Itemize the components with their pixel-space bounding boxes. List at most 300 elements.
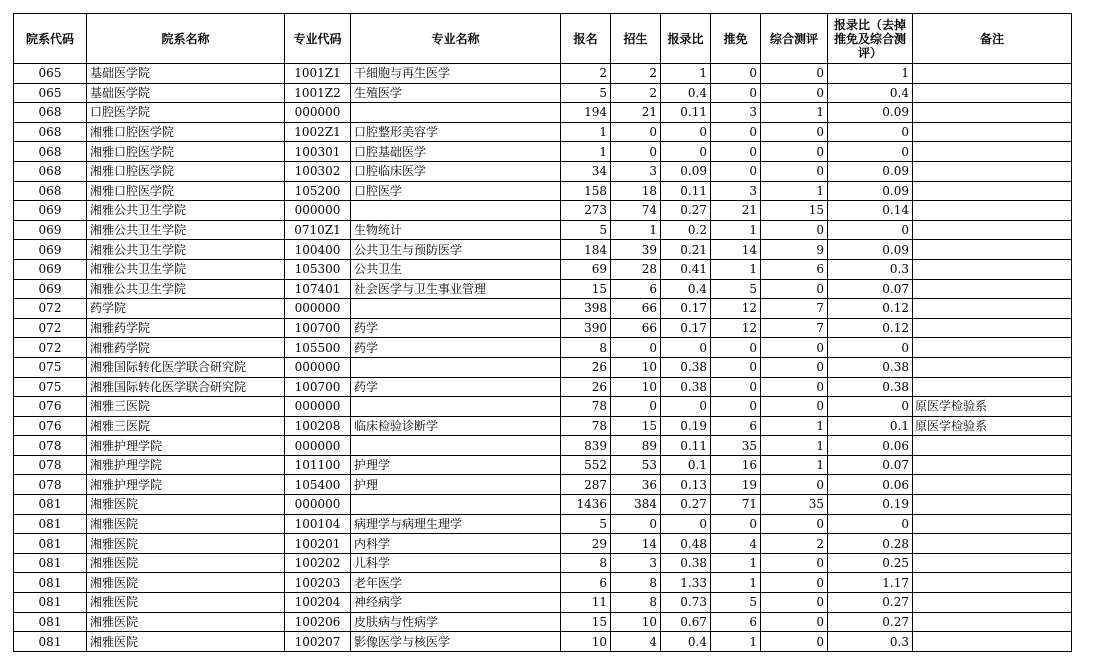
enrolled-cell: 3 xyxy=(611,553,661,573)
major-name-cell: 公共卫生 xyxy=(351,259,561,279)
enrolled-cell: 6 xyxy=(611,279,661,299)
enrolled-cell: 39 xyxy=(611,240,661,260)
major-code-cell: 1001Z1 xyxy=(285,64,351,84)
dept-code-cell: 068 xyxy=(14,181,87,201)
applicants-cell: 184 xyxy=(561,240,611,260)
enrolled-cell: 0 xyxy=(611,514,661,534)
adjusted-ratio-cell: 0.06 xyxy=(828,436,913,456)
adjusted-ratio-cell: 0.14 xyxy=(828,201,913,221)
enrolled-cell: 74 xyxy=(611,201,661,221)
applicants-cell: 15 xyxy=(561,612,611,632)
major-name-cell: 护理 xyxy=(351,475,561,495)
dept-code-cell: 081 xyxy=(14,534,87,554)
table-row xyxy=(14,632,1072,652)
remarks-cell xyxy=(913,495,1072,515)
enrolled-cell: 3 xyxy=(611,161,661,181)
enrolled-cell: 8 xyxy=(611,573,661,593)
header-major-name: 专业名称 xyxy=(351,14,561,64)
table-row xyxy=(14,279,1072,299)
remarks-cell xyxy=(913,632,1072,652)
enrolled-cell: 53 xyxy=(611,455,661,475)
recommended-cell: 3 xyxy=(711,103,761,123)
major-code-cell: 100201 xyxy=(285,534,351,554)
table-row xyxy=(14,495,1072,515)
applicants-cell: 15 xyxy=(561,279,611,299)
dept-code-cell: 068 xyxy=(14,103,87,123)
recommended-cell: 19 xyxy=(711,475,761,495)
applicants-cell: 8 xyxy=(561,553,611,573)
adjusted-ratio-cell: 0.09 xyxy=(828,240,913,260)
ratio-cell: 0.4 xyxy=(661,632,711,652)
adjusted-ratio-cell: 0.09 xyxy=(828,103,913,123)
dept-name-cell: 湘雅国际转化医学联合研究院 xyxy=(87,377,285,397)
recommended-cell: 1 xyxy=(711,553,761,573)
recommended-cell: 5 xyxy=(711,279,761,299)
dept-code-cell: 076 xyxy=(14,416,87,436)
adjusted-ratio-cell: 0.12 xyxy=(828,299,913,319)
applicants-cell: 552 xyxy=(561,455,611,475)
ratio-cell: 1.33 xyxy=(661,573,711,593)
major-name-cell: 药学 xyxy=(351,377,561,397)
applicants-cell: 78 xyxy=(561,397,611,417)
major-code-cell: 100301 xyxy=(285,142,351,162)
comprehensive-cell: 0 xyxy=(761,553,828,573)
applicants-cell: 287 xyxy=(561,475,611,495)
recommended-cell: 0 xyxy=(711,338,761,358)
table-row xyxy=(14,338,1072,358)
dept-name-cell: 湘雅三医院 xyxy=(87,397,285,417)
remarks-cell xyxy=(913,181,1072,201)
dept-code-cell: 081 xyxy=(14,553,87,573)
ratio-cell: 0.11 xyxy=(661,181,711,201)
dept-name-cell: 湘雅医院 xyxy=(87,593,285,613)
applicants-cell: 6 xyxy=(561,573,611,593)
header-dept-code: 院系代码 xyxy=(14,14,87,64)
enrolled-cell: 21 xyxy=(611,103,661,123)
table-row xyxy=(14,103,1072,123)
adjusted-ratio-cell: 0.1 xyxy=(828,416,913,436)
table-row xyxy=(14,220,1072,240)
dept-code-cell: 068 xyxy=(14,122,87,142)
major-name-cell: 口腔基础医学 xyxy=(351,142,561,162)
major-name-cell: 口腔整形美容学 xyxy=(351,122,561,142)
major-name-cell: 社会医学与卫生事业管理 xyxy=(351,279,561,299)
remarks-cell xyxy=(913,299,1072,319)
recommended-cell: 0 xyxy=(711,83,761,103)
adjusted-ratio-cell: 1.17 xyxy=(828,573,913,593)
table-body xyxy=(14,64,1072,652)
table-row xyxy=(14,436,1072,456)
dept-code-cell: 081 xyxy=(14,632,87,652)
major-code-cell: 105400 xyxy=(285,475,351,495)
dept-name-cell: 药学院 xyxy=(87,299,285,319)
header-major-code: 专业代码 xyxy=(285,14,351,64)
enrolled-cell: 0 xyxy=(611,142,661,162)
ratio-cell: 0.38 xyxy=(661,357,711,377)
dept-code-cell: 072 xyxy=(14,338,87,358)
applicants-cell: 839 xyxy=(561,436,611,456)
applicants-cell: 2 xyxy=(561,64,611,84)
comprehensive-cell: 0 xyxy=(761,475,828,495)
major-code-cell: 105200 xyxy=(285,181,351,201)
major-code-cell: 101100 xyxy=(285,455,351,475)
dept-name-cell: 湘雅医院 xyxy=(87,495,285,515)
adjusted-ratio-cell: 0 xyxy=(828,142,913,162)
adjusted-ratio-cell: 0.27 xyxy=(828,593,913,613)
remarks-cell xyxy=(913,514,1072,534)
major-name-cell: 生物统计 xyxy=(351,220,561,240)
dept-name-cell: 基础医学院 xyxy=(87,64,285,84)
ratio-cell: 0.09 xyxy=(661,161,711,181)
header-applicants: 报名 xyxy=(561,14,611,64)
recommended-cell: 0 xyxy=(711,397,761,417)
table-row xyxy=(14,201,1072,221)
dept-name-cell: 湘雅国际转化医学联合研究院 xyxy=(87,357,285,377)
table-row xyxy=(14,553,1072,573)
applicants-cell: 26 xyxy=(561,377,611,397)
comprehensive-cell: 0 xyxy=(761,593,828,613)
remarks-cell xyxy=(913,534,1072,554)
header-remarks: 备注 xyxy=(913,14,1072,64)
table-row xyxy=(14,416,1072,436)
major-code-cell: 000000 xyxy=(285,103,351,123)
major-name-cell xyxy=(351,201,561,221)
ratio-cell: 0.67 xyxy=(661,612,711,632)
remarks-cell xyxy=(913,475,1072,495)
major-name-cell: 皮肤病与性病学 xyxy=(351,612,561,632)
recommended-cell: 21 xyxy=(711,201,761,221)
recommended-cell: 14 xyxy=(711,240,761,260)
ratio-cell: 0 xyxy=(661,397,711,417)
enrolled-cell: 18 xyxy=(611,181,661,201)
adjusted-ratio-cell: 1 xyxy=(828,64,913,84)
ratio-cell: 0.73 xyxy=(661,593,711,613)
major-name-cell xyxy=(351,357,561,377)
ratio-cell: 0.4 xyxy=(661,279,711,299)
recommended-cell: 6 xyxy=(711,416,761,436)
comprehensive-cell: 15 xyxy=(761,201,828,221)
major-name-cell: 临床检验诊断学 xyxy=(351,416,561,436)
comprehensive-cell: 2 xyxy=(761,534,828,554)
enrolled-cell: 66 xyxy=(611,318,661,338)
table-row xyxy=(14,240,1072,260)
dept-code-cell: 072 xyxy=(14,318,87,338)
enrolled-cell: 8 xyxy=(611,593,661,613)
dept-name-cell: 湘雅医院 xyxy=(87,553,285,573)
major-code-cell: 000000 xyxy=(285,201,351,221)
recommended-cell: 0 xyxy=(711,357,761,377)
ratio-cell: 0.11 xyxy=(661,436,711,456)
enrolled-cell: 66 xyxy=(611,299,661,319)
comprehensive-cell: 7 xyxy=(761,299,828,319)
remarks-cell xyxy=(913,553,1072,573)
recommended-cell: 6 xyxy=(711,612,761,632)
dept-name-cell: 湘雅护理学院 xyxy=(87,436,285,456)
major-name-cell: 干细胞与再生医学 xyxy=(351,64,561,84)
dept-name-cell: 湘雅公共卫生学院 xyxy=(87,220,285,240)
table-row xyxy=(14,299,1072,319)
ratio-cell: 0.11 xyxy=(661,103,711,123)
comprehensive-cell: 0 xyxy=(761,377,828,397)
major-name-cell: 口腔医学 xyxy=(351,181,561,201)
ratio-cell: 0 xyxy=(661,142,711,162)
major-code-cell: 000000 xyxy=(285,397,351,417)
remarks-cell: 原医学检验系 xyxy=(913,397,1072,417)
ratio-cell: 1 xyxy=(661,64,711,84)
ratio-cell: 0.4 xyxy=(661,83,711,103)
applicants-cell: 273 xyxy=(561,201,611,221)
table-row xyxy=(14,64,1072,84)
enrolled-cell: 10 xyxy=(611,377,661,397)
dept-name-cell: 口腔医学院 xyxy=(87,103,285,123)
dept-code-cell: 081 xyxy=(14,612,87,632)
adjusted-ratio-cell: 0.12 xyxy=(828,318,913,338)
remarks-cell xyxy=(913,338,1072,358)
table-row xyxy=(14,397,1072,417)
dept-name-cell: 湘雅护理学院 xyxy=(87,475,285,495)
adjusted-ratio-cell: 0.38 xyxy=(828,357,913,377)
remarks-cell xyxy=(913,318,1072,338)
major-name-cell: 神经病学 xyxy=(351,593,561,613)
ratio-cell: 0.38 xyxy=(661,553,711,573)
enrolled-cell: 2 xyxy=(611,64,661,84)
major-name-cell xyxy=(351,495,561,515)
applicants-cell: 10 xyxy=(561,632,611,652)
enrolled-cell: 14 xyxy=(611,534,661,554)
table-row xyxy=(14,514,1072,534)
dept-code-cell: 076 xyxy=(14,397,87,417)
ratio-cell: 0.41 xyxy=(661,259,711,279)
major-code-cell: 100202 xyxy=(285,553,351,573)
adjusted-ratio-cell: 0.19 xyxy=(828,495,913,515)
recommended-cell: 0 xyxy=(711,122,761,142)
recommended-cell: 4 xyxy=(711,534,761,554)
enrolled-cell: 89 xyxy=(611,436,661,456)
comprehensive-cell: 9 xyxy=(761,240,828,260)
comprehensive-cell: 0 xyxy=(761,632,828,652)
major-code-cell: 107401 xyxy=(285,279,351,299)
applicants-cell: 1436 xyxy=(561,495,611,515)
comprehensive-cell: 0 xyxy=(761,357,828,377)
enrolled-cell: 10 xyxy=(611,612,661,632)
major-code-cell: 105500 xyxy=(285,338,351,358)
header-dept-name: 院系名称 xyxy=(87,14,285,64)
applicants-cell: 5 xyxy=(561,220,611,240)
major-name-cell: 口腔临床医学 xyxy=(351,161,561,181)
major-code-cell: 100400 xyxy=(285,240,351,260)
recommended-cell: 16 xyxy=(711,455,761,475)
dept-code-cell: 069 xyxy=(14,279,87,299)
ratio-cell: 0.13 xyxy=(661,475,711,495)
major-code-cell: 100700 xyxy=(285,377,351,397)
major-name-cell: 病理学与病理生理学 xyxy=(351,514,561,534)
table-row xyxy=(14,83,1072,103)
dept-name-cell: 湘雅药学院 xyxy=(87,318,285,338)
applicants-cell: 194 xyxy=(561,103,611,123)
comprehensive-cell: 6 xyxy=(761,259,828,279)
ratio-cell: 0.19 xyxy=(661,416,711,436)
applicants-cell: 5 xyxy=(561,514,611,534)
applicants-cell: 1 xyxy=(561,122,611,142)
ratio-cell: 0.27 xyxy=(661,201,711,221)
adjusted-ratio-cell: 0 xyxy=(828,220,913,240)
enrolled-cell: 1 xyxy=(611,220,661,240)
comprehensive-cell: 0 xyxy=(761,573,828,593)
dept-code-cell: 069 xyxy=(14,259,87,279)
remarks-cell xyxy=(913,83,1072,103)
table-row xyxy=(14,593,1072,613)
recommended-cell: 1 xyxy=(711,632,761,652)
adjusted-ratio-cell: 0 xyxy=(828,122,913,142)
applicants-cell: 11 xyxy=(561,593,611,613)
table-row xyxy=(14,181,1072,201)
applicants-cell: 390 xyxy=(561,318,611,338)
applicants-cell: 78 xyxy=(561,416,611,436)
recommended-cell: 1 xyxy=(711,573,761,593)
dept-name-cell: 湘雅公共卫生学院 xyxy=(87,259,285,279)
major-code-cell: 100206 xyxy=(285,612,351,632)
dept-code-cell: 069 xyxy=(14,220,87,240)
table-row xyxy=(14,161,1072,181)
major-name-cell: 内科学 xyxy=(351,534,561,554)
major-name-cell: 药学 xyxy=(351,338,561,358)
remarks-cell xyxy=(913,593,1072,613)
remarks-cell xyxy=(913,142,1072,162)
adjusted-ratio-cell: 0.4 xyxy=(828,83,913,103)
applicants-cell: 8 xyxy=(561,338,611,358)
dept-name-cell: 基础医学院 xyxy=(87,83,285,103)
enrolled-cell: 384 xyxy=(611,495,661,515)
enrolled-cell: 28 xyxy=(611,259,661,279)
applicants-cell: 5 xyxy=(561,83,611,103)
remarks-cell xyxy=(913,122,1072,142)
table-row xyxy=(14,475,1072,495)
comprehensive-cell: 0 xyxy=(761,122,828,142)
applicants-cell: 29 xyxy=(561,534,611,554)
ratio-cell: 0.2 xyxy=(661,220,711,240)
table-row xyxy=(14,259,1072,279)
major-name-cell: 护理学 xyxy=(351,455,561,475)
major-name-cell xyxy=(351,436,561,456)
table-row xyxy=(14,573,1072,593)
recommended-cell: 5 xyxy=(711,593,761,613)
adjusted-ratio-cell: 0.07 xyxy=(828,279,913,299)
dept-code-cell: 078 xyxy=(14,455,87,475)
table-row xyxy=(14,612,1072,632)
enrolled-cell: 36 xyxy=(611,475,661,495)
major-name-cell: 生殖医学 xyxy=(351,83,561,103)
table-header xyxy=(14,14,1072,64)
dept-code-cell: 081 xyxy=(14,573,87,593)
remarks-cell xyxy=(913,573,1072,593)
comprehensive-cell: 0 xyxy=(761,514,828,534)
dept-code-cell: 081 xyxy=(14,495,87,515)
remarks-cell xyxy=(913,201,1072,221)
dept-code-cell: 081 xyxy=(14,514,87,534)
major-name-cell: 影像医学与核医学 xyxy=(351,632,561,652)
dept-name-cell: 湘雅三医院 xyxy=(87,416,285,436)
header-comprehensive: 综合测评 xyxy=(761,14,828,64)
dept-code-cell: 075 xyxy=(14,377,87,397)
major-code-cell: 100208 xyxy=(285,416,351,436)
comprehensive-cell: 0 xyxy=(761,83,828,103)
enrolled-cell: 10 xyxy=(611,357,661,377)
major-code-cell: 1002Z1 xyxy=(285,122,351,142)
adjusted-ratio-cell: 0.07 xyxy=(828,455,913,475)
table-row xyxy=(14,122,1072,142)
enrolled-cell: 2 xyxy=(611,83,661,103)
comprehensive-cell: 0 xyxy=(761,220,828,240)
recommended-cell: 1 xyxy=(711,220,761,240)
dept-name-cell: 湘雅公共卫生学院 xyxy=(87,201,285,221)
remarks-cell xyxy=(913,240,1072,260)
adjusted-ratio-cell: 0.25 xyxy=(828,553,913,573)
major-name-cell: 药学 xyxy=(351,318,561,338)
major-name-cell: 老年医学 xyxy=(351,573,561,593)
dept-name-cell: 湘雅医院 xyxy=(87,514,285,534)
adjusted-ratio-cell: 0 xyxy=(828,514,913,534)
recommended-cell: 71 xyxy=(711,495,761,515)
applicants-cell: 1 xyxy=(561,142,611,162)
dept-code-cell: 065 xyxy=(14,83,87,103)
applicants-cell: 69 xyxy=(561,259,611,279)
header-recommended: 推免 xyxy=(711,14,761,64)
adjusted-ratio-cell: 0 xyxy=(828,338,913,358)
dept-name-cell: 湘雅医院 xyxy=(87,573,285,593)
comprehensive-cell: 7 xyxy=(761,318,828,338)
recommended-cell: 0 xyxy=(711,64,761,84)
dept-name-cell: 湘雅口腔医学院 xyxy=(87,142,285,162)
dept-code-cell: 081 xyxy=(14,593,87,613)
adjusted-ratio-cell: 0.3 xyxy=(828,632,913,652)
remarks-cell xyxy=(913,259,1072,279)
adjusted-ratio-cell: 0.09 xyxy=(828,181,913,201)
enrolled-cell: 0 xyxy=(611,397,661,417)
major-code-cell: 100203 xyxy=(285,573,351,593)
header-ratio: 报录比 xyxy=(661,14,711,64)
table-row xyxy=(14,377,1072,397)
major-name-cell: 公共卫生与预防医学 xyxy=(351,240,561,260)
dept-code-cell: 078 xyxy=(14,436,87,456)
enrolled-cell: 4 xyxy=(611,632,661,652)
dept-name-cell: 湘雅医院 xyxy=(87,612,285,632)
recommended-cell: 35 xyxy=(711,436,761,456)
applicants-cell: 26 xyxy=(561,357,611,377)
dept-code-cell: 069 xyxy=(14,240,87,260)
applicants-cell: 34 xyxy=(561,161,611,181)
dept-name-cell: 湘雅医院 xyxy=(87,632,285,652)
table-row xyxy=(14,142,1072,162)
major-code-cell: 100700 xyxy=(285,318,351,338)
dept-name-cell: 湘雅口腔医学院 xyxy=(87,122,285,142)
adjusted-ratio-cell: 0.28 xyxy=(828,534,913,554)
adjusted-ratio-cell: 0.3 xyxy=(828,259,913,279)
comprehensive-cell: 0 xyxy=(761,64,828,84)
major-code-cell: 000000 xyxy=(285,357,351,377)
comprehensive-cell: 1 xyxy=(761,416,828,436)
enrolled-cell: 0 xyxy=(611,338,661,358)
ratio-cell: 0 xyxy=(661,338,711,358)
remarks-cell: 原医学检验系 xyxy=(913,416,1072,436)
ratio-cell: 0 xyxy=(661,514,711,534)
ratio-cell: 0.38 xyxy=(661,377,711,397)
dept-name-cell: 湘雅口腔医学院 xyxy=(87,181,285,201)
dept-name-cell: 湘雅护理学院 xyxy=(87,455,285,475)
table-row xyxy=(14,534,1072,554)
comprehensive-cell: 0 xyxy=(761,397,828,417)
remarks-cell xyxy=(913,455,1072,475)
comprehensive-cell: 1 xyxy=(761,103,828,123)
